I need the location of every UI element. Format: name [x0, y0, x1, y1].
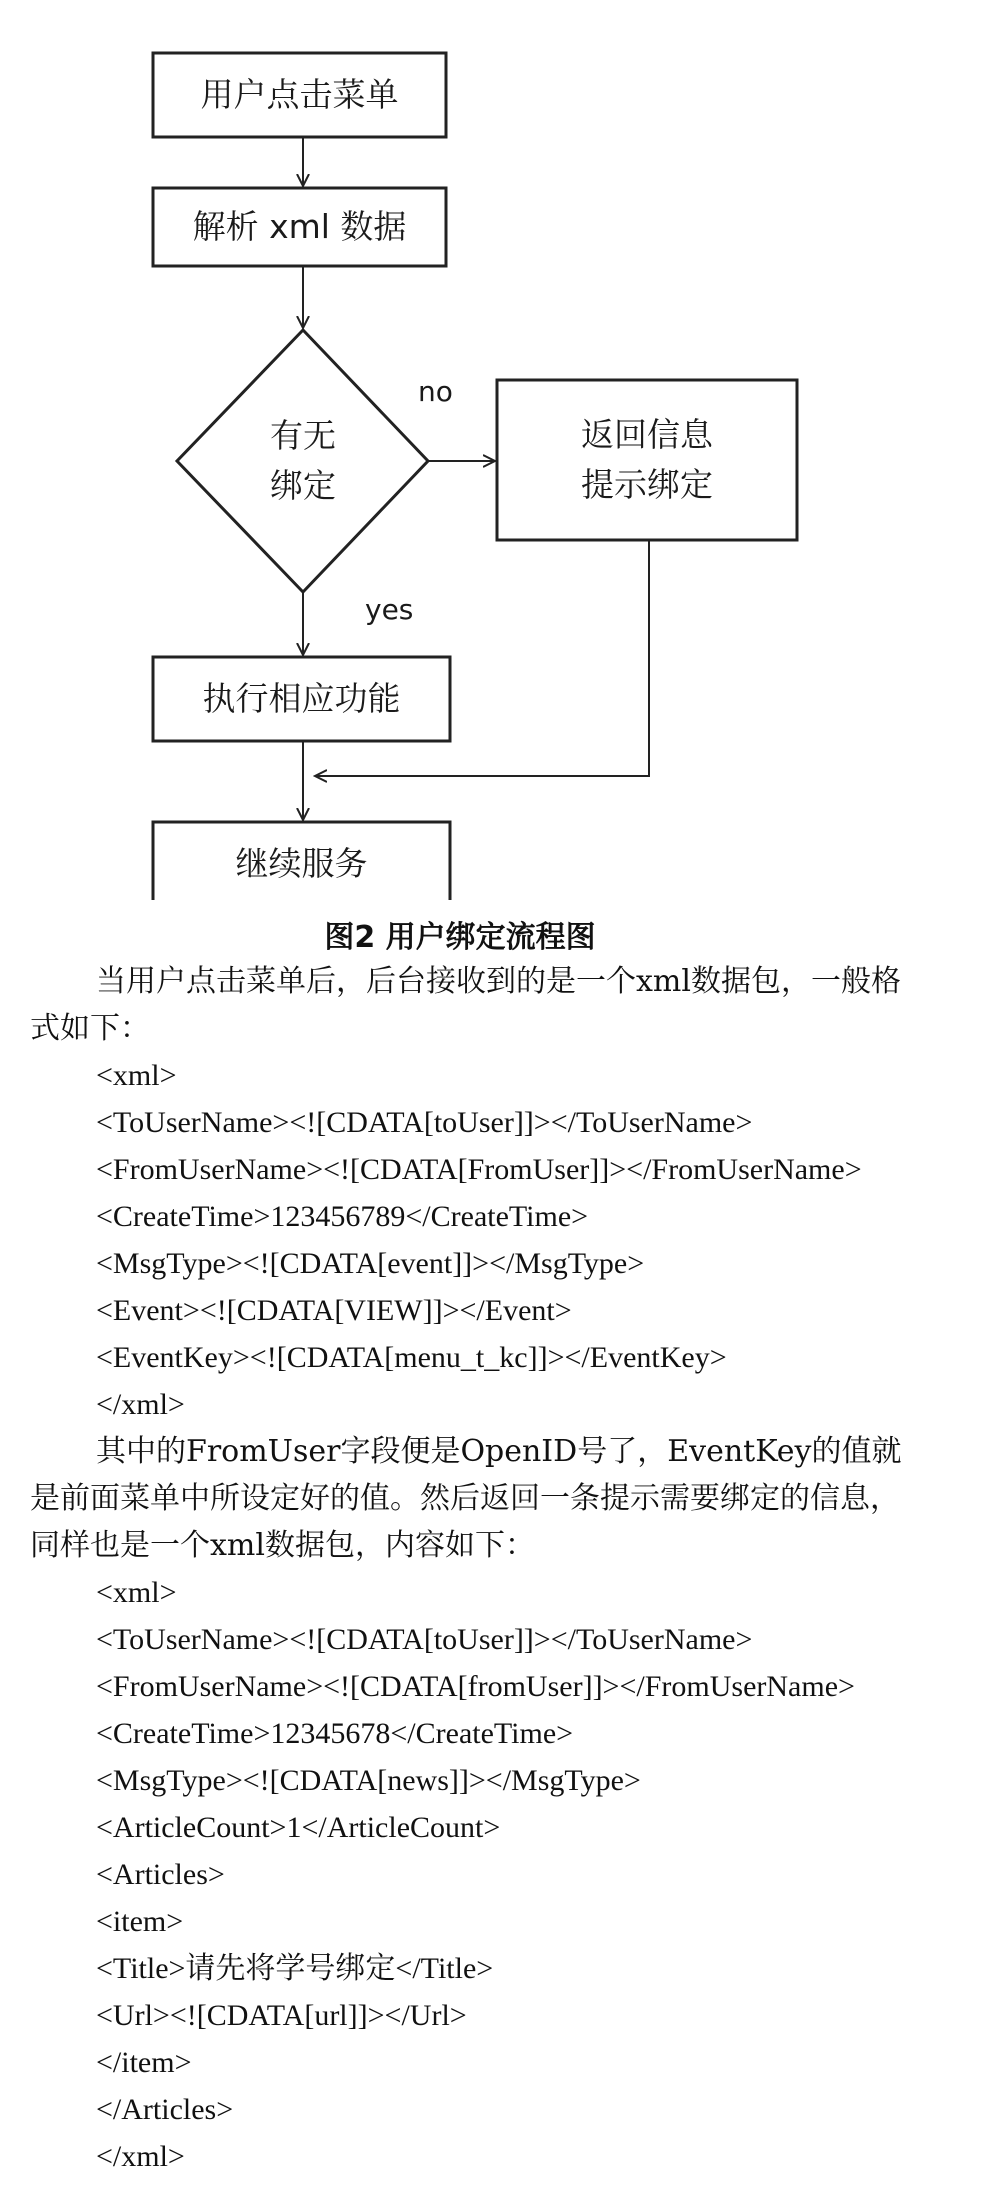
code-line: <MsgType><![CDATA[news]]></MsgType> [96, 1764, 641, 1797]
node-decision-label: 有无 绑定 [270, 416, 336, 505]
code-line: <Event><![CDATA[VIEW]]></Event> [96, 1294, 572, 1327]
edge-label-no: no [418, 375, 453, 408]
code-line: <xml> [96, 1576, 177, 1609]
code-line: <CreateTime>123456789</CreateTime> [96, 1200, 589, 1233]
code-line: <item> [96, 1905, 184, 1938]
article-body [30, 958, 910, 2180]
paragraph: 其中的FromUser字段便是OpenID号了，EventKey的值就是前面菜单中所设定好的值。然后返回一条提示需要绑定的信息，同样也是一个xml数据包，内容如下： [30, 1434, 902, 1563]
code-line: <CreateTime>12345678</CreateTime> [96, 1717, 574, 1750]
paragraph: 当用户点击菜单后，后台接收到的是一个xml数据包，一般格式如下： [30, 964, 901, 1046]
node-continue-label: 继续服务 [235, 844, 368, 883]
code-line: </xml> [96, 2140, 185, 2173]
code-line: <FromUserName><![CDATA[fromUser]]></FromUserName> [96, 1670, 855, 1703]
code-line: </xml> [96, 1388, 185, 1421]
code-line: <Title>请先将学号绑定</Title> [96, 1952, 494, 1985]
code-line: <FromUserName><![CDATA[FromUser]]></FromUserName> [96, 1153, 862, 1186]
node-parse-label: 解析 xml 数据 [192, 207, 407, 246]
code-line: <xml> [96, 1059, 177, 1092]
code-line: <ToUserName><![CDATA[toUser]]></ToUserName> [96, 1623, 753, 1656]
code-line: <Articles> [96, 1858, 225, 1891]
node-execute-label: 执行相应功能 [202, 679, 401, 718]
flowchart [0, 0, 1000, 900]
code-line: </Articles> [96, 2093, 234, 2126]
code-line: <ArticleCount>1</ArticleCount> [96, 1811, 501, 1844]
code-line: <Url><![CDATA[url]]></Url> [96, 1999, 467, 2032]
code-line: </item> [96, 2046, 192, 2079]
node-start-label: 用户点击菜单 [200, 75, 399, 114]
code-line: <MsgType><![CDATA[event]]></MsgType> [96, 1247, 645, 1280]
code-line: <EventKey><![CDATA[menu_t_kc]]></EventKey> [96, 1341, 727, 1374]
node-return-label: 返回信息 提示绑定 [581, 415, 713, 504]
edge-label-yes: yes [365, 593, 414, 626]
code-line: <ToUserName><![CDATA[toUser]]></ToUserName> [96, 1106, 753, 1139]
figure-caption: 图2 用户绑定流程图 [324, 920, 596, 955]
